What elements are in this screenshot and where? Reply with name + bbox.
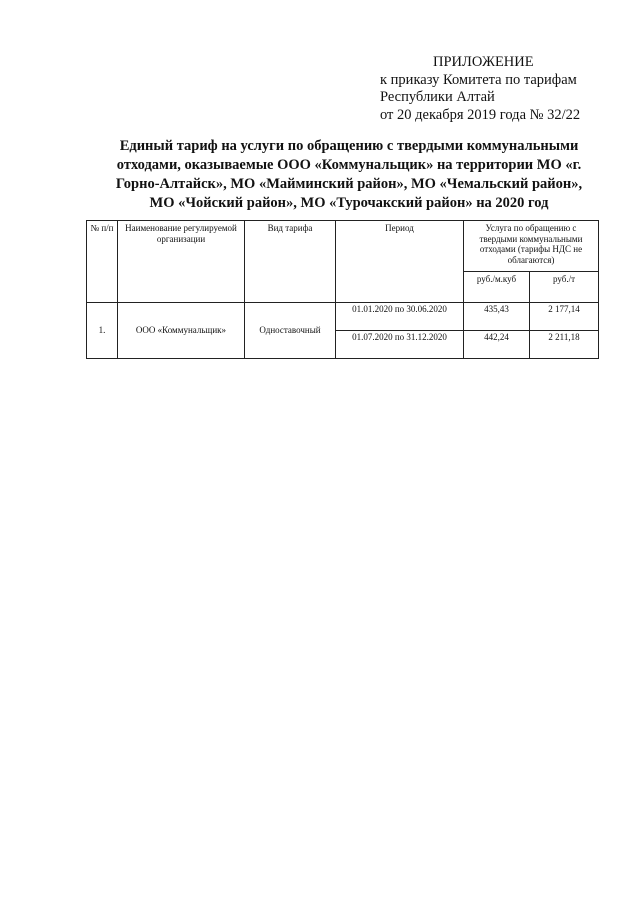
header-tariff-type: Вид тарифа	[245, 221, 336, 303]
header-num: № п/п	[87, 221, 118, 303]
cell-tariff-type: Одноставочный	[245, 303, 336, 359]
header-organization: Наименование регулируемой организации	[118, 221, 245, 303]
document-title	[78, 137, 620, 213]
appendix-line-order: к приказу Комитета по тарифам	[380, 71, 577, 88]
header-service: Услуга по обращению с твердыми коммунальными отходами (тарифы НДС не облагаются)	[464, 221, 599, 272]
header-unit-t: руб./т	[530, 272, 599, 303]
cell-rub-m3: 442,24	[464, 331, 530, 359]
table-header-row	[87, 221, 599, 272]
cell-organization: ООО «Коммунальщик»	[118, 303, 245, 359]
appendix-line-republic: Республики Алтай	[380, 89, 495, 105]
title-line: Единый тариф на услуги по обращению с твердыми коммунальными	[119, 138, 579, 154]
appendix-title: ПРИЛОЖЕНИЕ	[433, 54, 534, 70]
header-unit-m3: руб./м.куб	[464, 272, 530, 303]
tariff-table	[86, 220, 599, 359]
header-period: Период	[336, 221, 464, 303]
cell-period: 01.01.2020 по 30.06.2020	[336, 303, 464, 331]
title-line: отходами, оказываемые ООО «Коммунальщик» на территории МО «г.	[116, 157, 582, 173]
cell-period: 01.07.2020 по 31.12.2020	[336, 331, 464, 359]
appendix-block	[380, 54, 610, 124]
cell-rub-m3: 435,43	[464, 303, 530, 331]
appendix-line-date: от 20 декабря 2019 года № 32/22	[380, 106, 581, 123]
cell-num: 1.	[87, 303, 118, 359]
title-line: МО «Чойский район», МО «Турочакский район» на 2020 год	[149, 195, 549, 211]
title-line: Горно-Алтайск», МО «Майминский район», МО «Чемальский район»,	[115, 176, 583, 192]
table-row	[87, 303, 599, 331]
cell-rub-t: 2 177,14	[530, 303, 599, 331]
cell-rub-t: 2 211,18	[530, 331, 599, 359]
